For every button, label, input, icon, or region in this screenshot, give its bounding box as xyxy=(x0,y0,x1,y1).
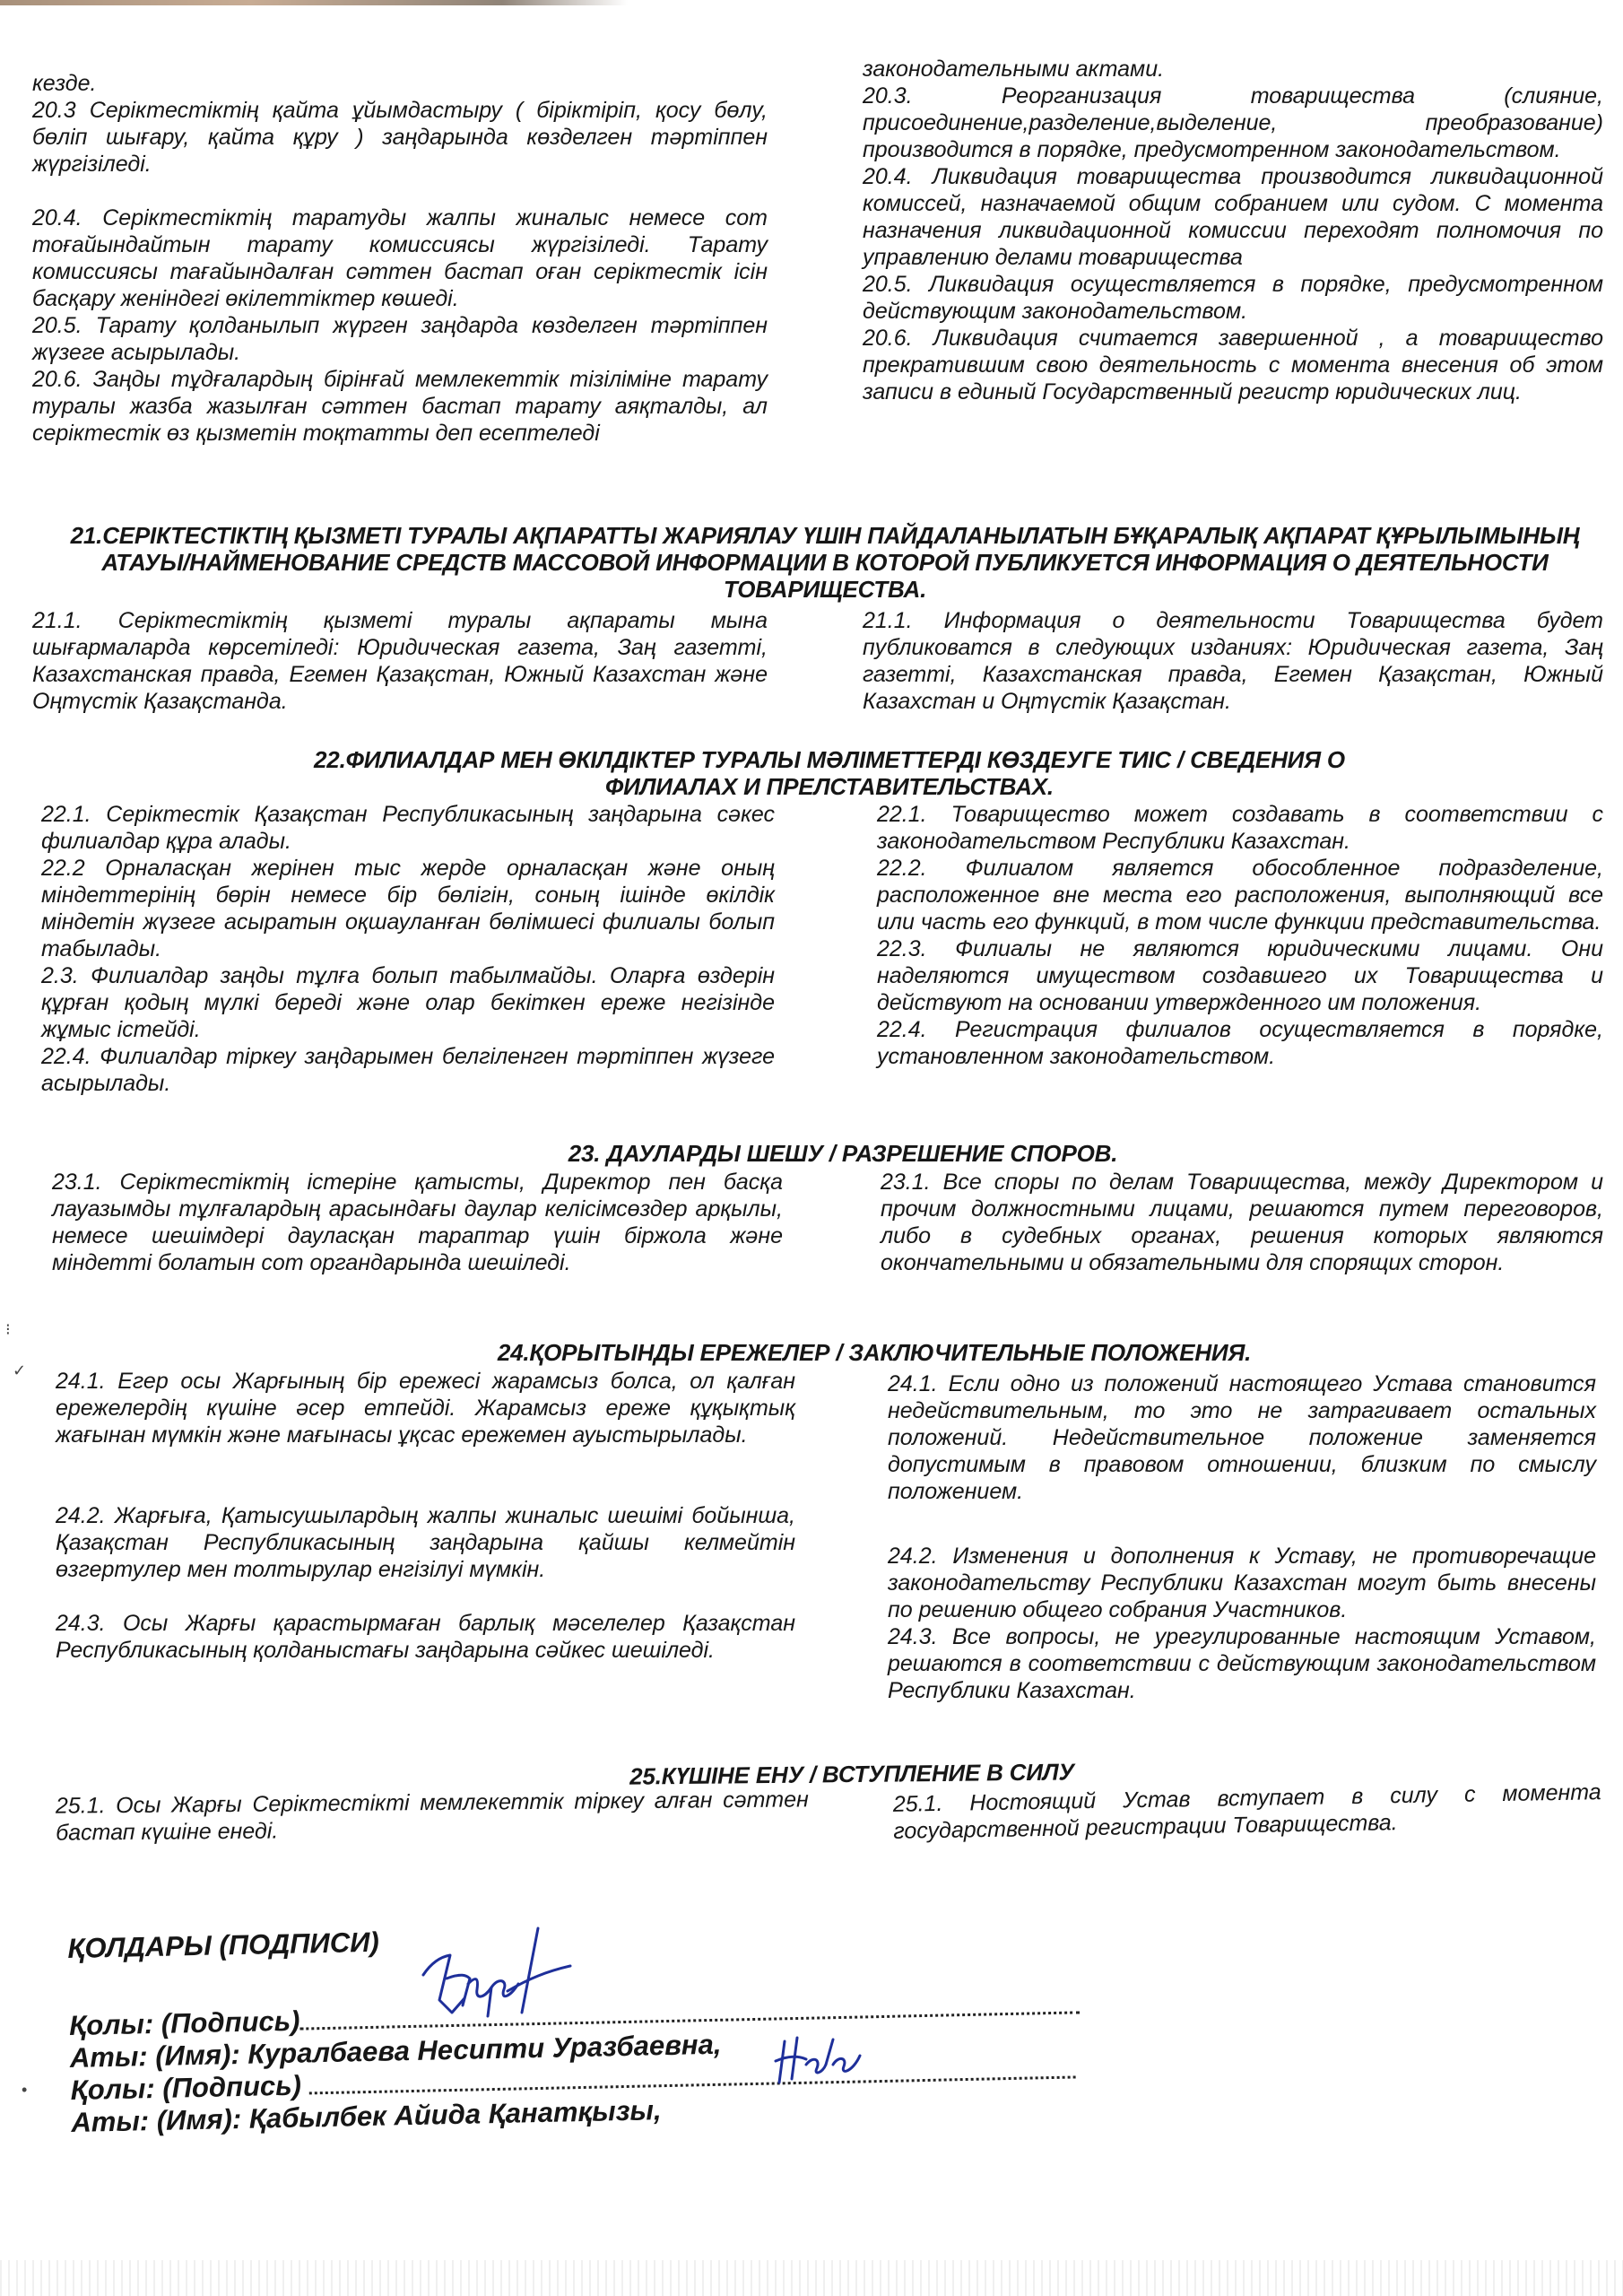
scan-mark: • xyxy=(22,2081,28,2099)
section-25-russian xyxy=(893,1779,1602,1845)
paragraph-22-1-kz: 22.1. Серіктестік Қазақстан Республикасының заңдарына сәкес филиалдар құра алады. xyxy=(41,802,775,854)
section-23-russian xyxy=(881,1169,1603,1276)
paragraph-2-3-kz: 2.3. Филиалдар заңды тұлға болып табылмайды. Оларға өздерін құрған қодың мүлкі береді және олар бекіткен ереже негізінде жұмыс істейді. xyxy=(41,963,775,1042)
paragraph-20-6-kz: 20.6. Заңды тұдғалардың бірінғай мемлекеттік тізіліміне тарату туралы жазба жазылған сәттен бастап тарату аяқталды, ал серіктестік өз қызметін тоқтатты деп есептеледі xyxy=(32,367,768,446)
section-24-russian xyxy=(888,1370,1596,1704)
section-24-kazakh xyxy=(56,1368,795,1664)
section-22-heading: 22.ФИЛИАЛДАР МЕН ӨКІЛДІКТЕР ТУРАЛЫ МӘЛІМЕТТЕРДІ КӨЗДЕУГЕ ТИІС / СВЕДЕНИЯ О ФИЛИАЛАХ И ПРЕЛСТАВИТЕЛЬСТВАХ. xyxy=(314,746,1345,800)
section-20-russian xyxy=(863,56,1603,405)
paragraph: кезде. xyxy=(32,71,97,96)
section-21-heading: 21.СЕРІКТЕСТІКТІҢ ҚЫЗМЕТІ ТУРАЛЫ АҚПАРАТТЫ ЖАРИЯЛАУ ҮШІН ПАЙДАЛАНЫЛАТЫН БҰҚАРАЛЫҚ АҚПАРАТ ҚҰРЫЛЫМЫНЫҢ АТАУЫ/НАЙМЕНОВАНИЕ СРЕДСТВ МАССОВОЙ ИНФОРМАЦИИ В КОТОРОЙ ПУБЛИКУЕТСЯ ИНФОРМАЦИЯ О ДЕЯТЕЛЬНОСТИ ТОВАРИЩЕСТВА. xyxy=(70,522,1580,603)
paragraph-24-1-kz: 24.1. Егер осы Жарғының бір ережесі жарамсыз болса, ол қалған ережелердің күшіне әсер етпейді. Жарамсыз ереже құқықтық жағынан мүмкін және мағынасы ұқсас ережемен ауыстырылады. xyxy=(56,1369,795,1448)
paragraph-20-4-ru: 20.4. Ликвидация товарищества производится ликвидационной комиссей, назначаемой общим собранием или судом. С момента назначения ликвидационной комиссии переходят полномочия по управлению делами товарищества xyxy=(863,164,1603,270)
paragraph-20-3-kz: 20.3 Серіктестіктің қайта ұйымдастыру ( біріктіріп, қосу бөлу, бөліп шығару, қайта құру ) заңдарында көзделген тәртіппен жүргізіледі. xyxy=(32,98,768,177)
section-23-kazakh xyxy=(52,1169,783,1276)
scan-edge-artifact xyxy=(0,0,628,5)
section-21-kazakh xyxy=(32,607,768,715)
section-20-kazakh xyxy=(32,70,768,447)
paragraph-20-6-ru: 20.6. Ликвидация считается завершенной , а товарищество прекратившим свою деятельность с момента внесения об этом записи в единый Государственный регистр юридических лиц. xyxy=(863,326,1603,404)
paragraph-24-2-ru: 24.2. Изменения и дополнения к Уставу, не противоречащие законодательству Республики Казахстан могут быть внесены по решению общего собрания Участников. xyxy=(888,1544,1596,1622)
scan-noise-artifact xyxy=(0,2260,1623,2296)
section-22-kazakh xyxy=(41,801,775,1097)
paragraph-24-2-kz: 24.2. Жарғыға, Қатысушылардың жалпы жиналыс шешімі бойынша, Қазақстан Республикасының заңдарына қайшы келмейтін өзгертулер мен толтырулар енгізілуі мүмкін. xyxy=(56,1503,795,1582)
signer1-name-label: Аты: (Имя): xyxy=(69,2038,241,2074)
scan-mark: ⁝ xyxy=(5,1320,11,1338)
signer1-name: Куралбаева Несипти Уразбаевна, xyxy=(247,2028,722,2070)
section-23-heading: 23. ДАУЛАРДЫ ШЕШУ / РАЗРЕШЕНИЕ СПОРОВ. xyxy=(568,1140,1118,1167)
signer1-sign-label: Қолы: (Подпись) xyxy=(68,2005,300,2041)
paragraph-21-1-kz: 21.1. Серіктестіктің қызметі туралы ақпараты мына шығармаларда көрсетіледі: Юридическая газета, Заң газетті, Казахстанская правда, Егемен Қазақстан, Южный Казахстан және Оңтүстік Қазақстанда. xyxy=(32,608,768,714)
paragraph-20-5-kz: 20.5. Тарату қолданылып жүрген заңдарда көзделген тәртіппен жүзеге асырылады. xyxy=(32,313,768,365)
paragraph-22-3-ru: 22.3. Филиалы не являются юридическими лицами. Они наделяются имуществом создавшего их Товарищества и действуют на основании утвержденного им положения. xyxy=(877,936,1603,1015)
paragraph-20-3-ru: 20.3. Реорганизация товарищества (слияние, присоединение,разделение,выделение, преобразование) производится в порядке, предусмотренном законодательством. xyxy=(863,83,1603,162)
scan-mark: ✓ xyxy=(13,1361,27,1379)
section-24-heading: 24.ҚОРЫТЫНДЫ ЕРЕЖЕЛЕР / ЗАКЛЮЧИТЕЛЬНЫЕ ПОЛОЖЕНИЯ. xyxy=(497,1339,1252,1366)
signatures-block xyxy=(67,1911,1082,2139)
signatures-title: ҚОЛДАРЫ (ПОДПИСИ) xyxy=(67,1926,380,1964)
paragraph-20-4-kz: 20.4. Серіктестіктің таратуды жалпы жиналыс немесе сот тоғайындайтын тарату комиссиясы жүргізіледі. Тарату комиссиясы тағайындалған сәттен бастап оған серіктестік ісін басқару женіндегі өкілеттіктер көшеді. xyxy=(32,205,768,311)
paragraph-22-4-ru: 22.4. Регистрация филиалов осуществляется в порядке, установленном законодательством. xyxy=(877,1017,1603,1069)
section-21-russian xyxy=(863,607,1603,715)
paragraph-24-1-ru: 24.1. Если одно из положений настоящего Устава становится недействительным, то это не затрагивает остальных положений. Недействительное положение заменяется допустимым в правовом отношении, близким по смыслу положением. xyxy=(888,1371,1596,1504)
section-22-russian xyxy=(877,801,1603,1070)
paragraph-22-1-ru: 22.1. Товарищество может создавать в соответствии с законодательством Республики Казахстан. xyxy=(877,802,1603,854)
section-25-heading: 25.КҮШІНЕ ЕНУ / ВСТУПЛЕНИЕ В СИЛУ xyxy=(629,1758,1074,1790)
signer2-name: Қабылбек Айида Қанатқызы, xyxy=(248,2094,662,2135)
paragraph-24-3-ru: 24.3. Все вопросы, не урегулированные настоящим Уставом, решаются в соответствии с действующим законодательством Республики Казахстан. xyxy=(888,1624,1596,1703)
handwritten-signature-2-icon xyxy=(767,2029,865,2092)
paragraph-25-1-kz: 25.1. Осы Жарғы Серіктестікті мемлекеттік тіркеу алған сәттен бастап күшіне енеді. xyxy=(55,1787,809,1846)
paragraph-25-1-ru: 25.1. Ностоящий Устав вступает в силу с момента государственной регистрации Товарищества. xyxy=(892,1779,1601,1844)
paragraph-20-5-ru: 20.5. Ликвидация осуществляется в порядке, предусмотренном действующим законодательством. xyxy=(863,272,1603,324)
paragraph-23-1-kz: 23.1. Серіктестіктің істеріне қатысты, Директор пен басқа лауазымды тұлғалардың арасындағы даулар келісімсөздер арқылы, немесе шешімдері дауласқан тараптар үшін біржола және міндетті болатын сот органдарында шешіледі. xyxy=(52,1170,783,1275)
paragraph-21-1-ru: 21.1. Информация о деятельности Товарищества будет публиковатся в следующих изданиях: Юридическая газета, Заң газетті, Казахстанская правда, Егемен Қазақстан, Южный Казахстан и Оңтүстік Қазақстан. xyxy=(863,608,1603,714)
signer2-name-label: Аты: (Имя): xyxy=(71,2102,242,2138)
section-25-kazakh xyxy=(56,1786,809,1846)
paragraph-24-3-kz: 24.3. Осы Жарғы қарастырмаған барлық мәселелер Қазақстан Республикасының қолданыстағы заңдарына сәйкес шешіледі. xyxy=(56,1611,795,1663)
handwritten-signature-1-icon xyxy=(412,1919,574,2036)
paragraph: законодательными актами. xyxy=(863,57,1165,82)
paragraph-22-2-ru: 22.2. Филиалом является обособленное подразделение, расположенное вне места его расположения, выполняющий все или часть его функций, в том числе функции представительства. xyxy=(877,856,1603,935)
paragraph-22-2-kz: 22.2 Орналасқан жерінен тыс жерде орналасқан және оның міндеттерінің бөрін немесе бір бөлігін, соның ішінде өкілдік міндетін жүзеге асыратын оқшауланған бөлімшесі филиалы болып табылады. xyxy=(41,856,775,961)
paragraph-23-1-ru: 23.1. Все споры по делам Товарищества, между Директором и прочим должностными лицами, решаются путем переговоров, либо в судебных органах, решения которых являются окончательными и обязательными для спорящих сторон. xyxy=(881,1170,1603,1275)
paragraph-22-4-kz: 22.4. Филиалдар тіркеу заңдарымен белгіленген тәртіппен жүзеге асырылады. xyxy=(41,1044,775,1096)
signer2-sign-label: Қолы: (Подпись) xyxy=(70,2069,302,2106)
